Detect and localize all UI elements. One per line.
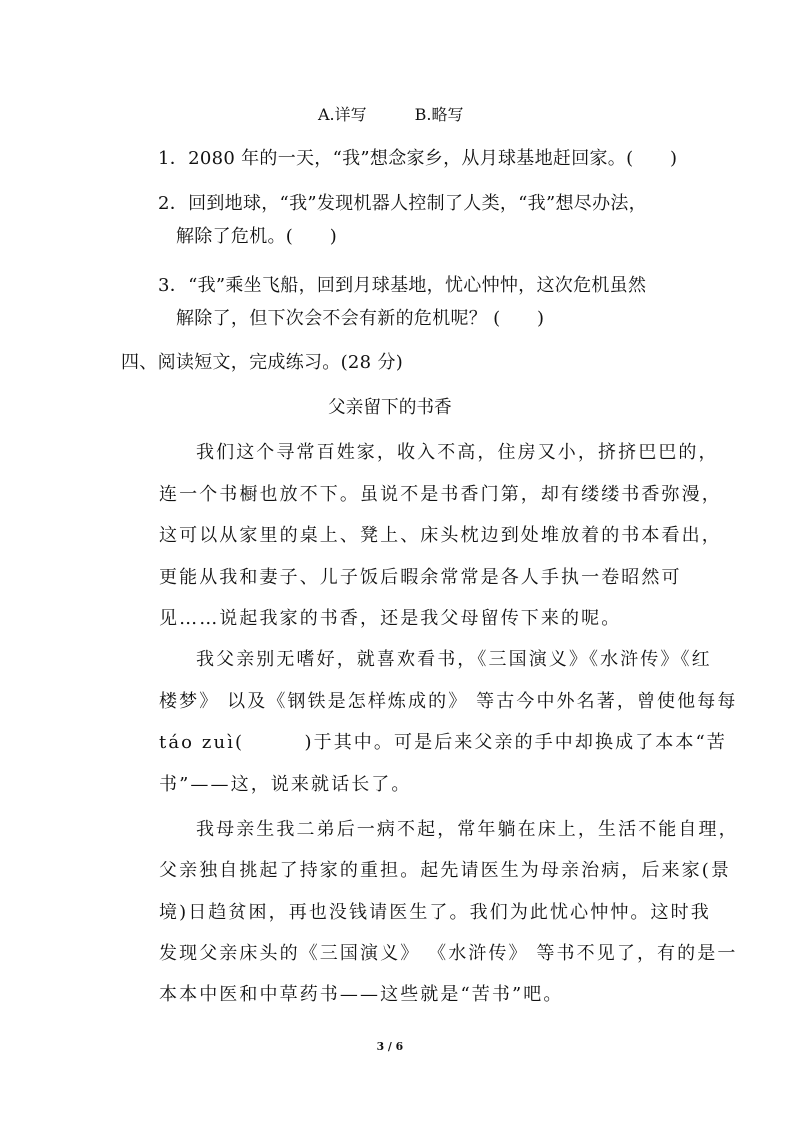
answer-options: [318, 107, 464, 123]
paragraph-line: 境)日趋贫困，再也没钱请医生了。我们为此忧心忡忡。这时我: [159, 902, 711, 923]
question-text: 2080 年的一天，“我”想念家乡，从月球基地赶回家。( ): [188, 148, 678, 169]
question-1: [158, 150, 677, 168]
question-number: 1．: [158, 148, 189, 169]
paragraph-line: 发现父亲床头的《三国演义》 《水浒传》 等书不见了，有的是一: [159, 943, 738, 964]
option-a: A.详写: [318, 105, 367, 124]
paragraph-line: táo zuì( )于其中。可是后来父亲的手中却换成了本本“苦: [159, 732, 727, 753]
question-number: 2．: [158, 193, 189, 214]
paragraph-line: 楼梦》 以及《钢铁是怎样炼成的》 等古今中外名著，曾使他每每: [159, 691, 738, 712]
paragraph-line: 本本中医和中草药书——这些就是“苦书”吧。: [159, 984, 564, 1005]
question-text: “我”乘坐飞船，回到月球基地，忧心忡忡，这次危机虽然: [188, 275, 647, 296]
paragraph-line: 更能从我和妻子、儿子饭后暇余常常是各人手执一卷昭然可: [159, 567, 682, 588]
section-heading: 四、阅读短文，完成练习。(28 分): [121, 352, 404, 373]
paragraph-line: 连一个书橱也放不下。虽说不是书香门第，却有缕缕书香弥漫，: [159, 484, 722, 505]
question-number: 3．: [158, 275, 189, 296]
paragraph-line: 书”——这，说来就话长了。: [159, 774, 412, 795]
question-3: [158, 277, 646, 295]
page-number: 3 / 6: [376, 1040, 404, 1053]
question-2-line-2: 解除了危机。( ): [176, 226, 338, 247]
paragraph-line: 我们这个寻常百姓家，收入不高，住房又小，挤挤巴巴的，: [196, 442, 719, 463]
paragraph-line: 我母亲生我二弟后一病不起，常年躺在床上，生活不能自理，: [196, 819, 739, 840]
paragraph-line: 见……说起我家的书香，还是我父母留传下来的呢。: [159, 608, 622, 629]
paragraph-line: 我父亲别无嗜好，就喜欢看书，《三国演义》《水浒传》《红: [196, 649, 712, 670]
paragraph-line: 这可以从家里的桌上、凳上、床头枕边到处堆放着的书本看出，: [159, 525, 722, 546]
article-title: 父亲留下的书香: [327, 397, 452, 418]
question-3-line-2: 解除了，但下次会不会有新的危机呢？ ( ): [176, 308, 545, 329]
option-b: B.略写: [414, 105, 464, 124]
paragraph-line: 父亲独自挑起了持家的重担。起先请医生为母亲治病，后来家(景: [159, 860, 731, 881]
question-2: [158, 195, 647, 213]
question-text: 回到地球，“我”发现机器人控制了人类，“我”想尽办法，: [188, 193, 647, 214]
